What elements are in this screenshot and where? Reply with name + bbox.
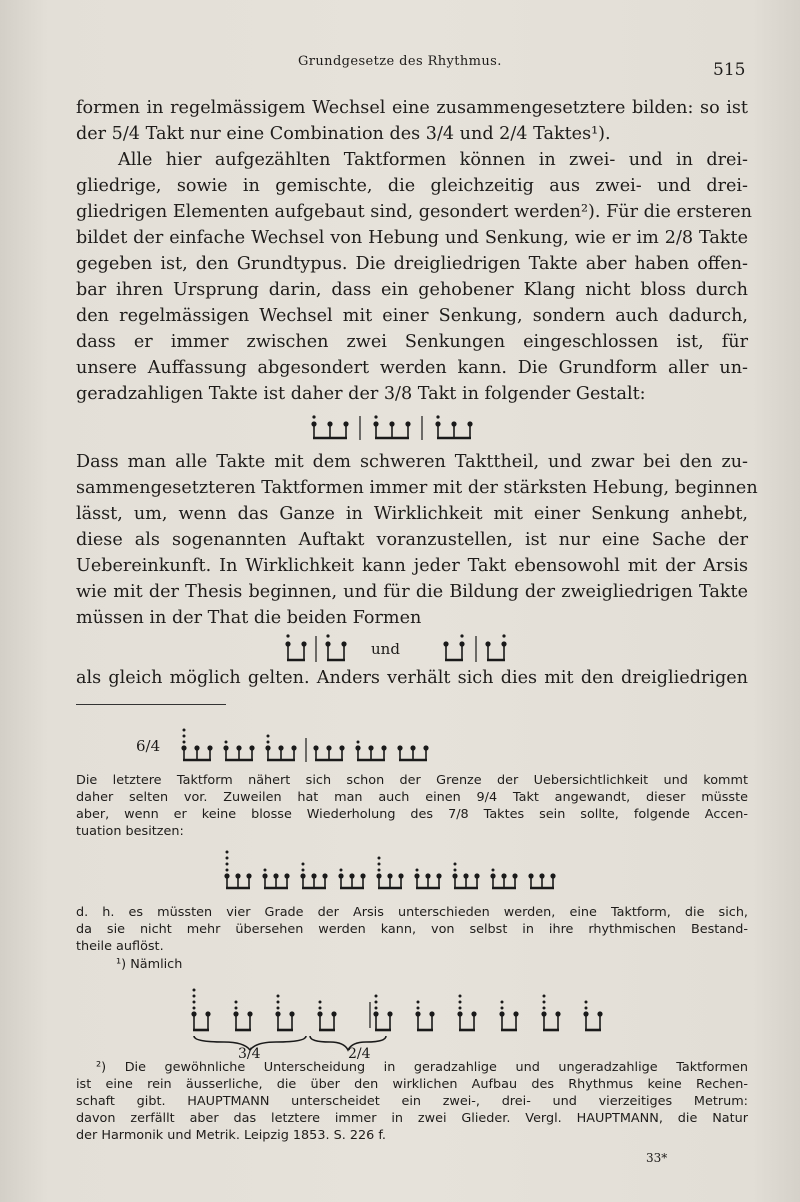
footnote-line: Die letztere Taktform nähert sich schon der Grenze der Uebersichtlichkeit und kommt [76, 773, 748, 788]
rhythm-group [265, 735, 296, 761]
rhythm-group [262, 869, 289, 889]
body-line: gliedrige, sowie in gemischte, die gleichzeitig aus zwei- und drei- [76, 176, 748, 196]
footnote-line: da sie nicht mehr übersehen werden kann, von selbst in ihre rhythmischen Bestand- [76, 922, 748, 937]
rhythm-group [223, 741, 254, 761]
rhythm-group-1 [311, 415, 348, 438]
rhythm-group [224, 851, 251, 889]
body-line: diese als sogenannten Auftakt voranzustellen, ist nur eine Sache der [76, 530, 748, 550]
time-signature: 6/4 [136, 737, 161, 755]
body-line: Uebereinkunft. In Wirklichkeit kann jeder Takt ebensowohl mit der Arsis [76, 556, 748, 576]
footnote-line: tuation besitzen: [76, 824, 184, 839]
rhythm-group [528, 873, 555, 888]
rhythm-group [397, 745, 428, 760]
body-line: formen in regelmässigem Wechsel eine zusammengesetztere bilden: so ist [76, 98, 748, 118]
rhythm-group [233, 1001, 252, 1031]
footnote-line: davon zerfällt aber das letztere immer in zwei Glieder. Vergl. HAUPTMANN, die Natur [76, 1111, 748, 1126]
body-line: gliedrigen Elementen aufgebaut sind, gesondert werden²). Für die ersteren [76, 202, 753, 222]
body-line: müssen in der That die beiden Formen [76, 608, 422, 628]
rhythm-group [373, 995, 392, 1031]
rhythm-form-arsis-first [285, 634, 346, 662]
rhythm-figure-footnote-one [190, 976, 630, 1062]
body-line: den regelmässigen Wechsel mit einer Senkung, sondern auch dadurch, [76, 306, 748, 326]
body-line: der 5/4 Takt nur eine Combination des 3/4 und 2/4 Taktes¹). [76, 124, 611, 144]
rhythm-group [313, 745, 344, 760]
body-line: Dass man alle Takte mit dem schweren Takttheil, und zwar bei den zu- [76, 452, 748, 472]
body-line: bildet der einfache Wechsel von Hebung und Senkung, wie er im 2/8 Takte [76, 228, 748, 248]
rhythm-group [355, 741, 386, 761]
rhythm-group [490, 869, 517, 889]
rhythm-group [583, 1001, 602, 1031]
rhythm-group [300, 863, 327, 889]
running-header: Grundgesetze des Rhythmus. [298, 54, 502, 69]
footnote-1-marker: ¹) Nämlich [116, 957, 183, 972]
rhythm-group [414, 869, 441, 889]
body-line: unsere Auffassung abgesondert werden kann. Die Grundform aller un- [76, 358, 748, 378]
rhythm-group [457, 995, 476, 1031]
rhythm-group [338, 869, 365, 889]
rhythm-figure-three-eight [300, 414, 520, 444]
rhythm-group-2 [373, 415, 410, 438]
brace-label-three-four: 3/4 [238, 1046, 261, 1062]
body-line: bar ihren Ursprung darin, dass ein gehobener Klang nicht bloss durch [76, 280, 748, 300]
footnote-line: ist eine rein äusserliche, die über den wirklichen Aufbau des Rhythmus keine Rechen- [76, 1077, 748, 1092]
rhythm-form-thesis-first [443, 634, 506, 662]
footnote-line: ²) Die gewöhnliche Unterscheidung in geradzahlige und ungeradzahlige Taktformen [96, 1060, 748, 1075]
footnote-line: aber, wenn er keine blosse Wiederholung des 7/8 Taktes sein sollte, folgende Accen- [76, 807, 748, 822]
rhythm-figure-six-four [170, 724, 690, 764]
und-label: und [371, 640, 400, 658]
rhythm-group-3 [435, 415, 472, 438]
body-line: geradzahligen Takte ist daher der 3/8 Takt in folgender Gestalt: [76, 384, 646, 404]
rhythm-group [275, 995, 294, 1031]
rhythm-group [499, 1001, 518, 1031]
rhythm-group [181, 729, 212, 761]
body-line: gegeben ist, den Grundtypus. Die dreigliedrigen Takte aber haben offen- [76, 254, 748, 274]
rhythm-group [541, 995, 560, 1031]
body-line: als gleich möglich gelten. Anders verhält sich dies mit den dreigliedrigen [76, 668, 748, 688]
body-line: wie mit der Thesis beginnen, und für die Bildung der zweigliedrigen Takte [76, 582, 748, 602]
rhythm-group [376, 857, 403, 889]
footnote-line: daher selten vor. Zuweilen hat man auch einen 9/4 Takt angewandt, dieser müsste [76, 790, 748, 805]
footnote-line: schaft gibt. HAUPTMANN unterscheidet ein zwei-, drei- und vierzeitiges Metrum: [76, 1094, 748, 1109]
rhythm-figure-nine-four [215, 842, 575, 894]
rhythm-group [191, 989, 210, 1031]
footnote-line: d. h. es müssten vier Grade der Arsis unterschieden werden, eine Taktform, die sich, [76, 905, 748, 920]
footnote-line: der Harmonik und Metrik. Leipzig 1853. S. 226 f. [76, 1128, 386, 1143]
body-line: lässt, um, wenn das Ganze in Wirklichkeit mit einer Senkung anhebt, [76, 504, 748, 524]
rhythm-group [317, 1001, 336, 1031]
body-line: Alle hier aufgezählten Taktformen können in zwei- und in drei- [118, 150, 748, 170]
body-line: sammengesetzteren Taktformen immer mit der stärksten Hebung, beginnen [76, 478, 758, 498]
rhythm-figure-two-forms [280, 626, 540, 668]
rhythm-group [452, 863, 479, 889]
signature-mark: 33* [646, 1151, 668, 1165]
body-line: dass er immer zwischen zwei Senkungen eingeschlossen ist, für [76, 332, 748, 352]
footnote-line: theile auflöst. [76, 939, 164, 954]
footnote-rule [76, 704, 226, 705]
brace-label-two-four: 2/4 [348, 1046, 371, 1062]
rhythm-group [415, 1001, 434, 1031]
page-number: 515 [713, 60, 746, 80]
